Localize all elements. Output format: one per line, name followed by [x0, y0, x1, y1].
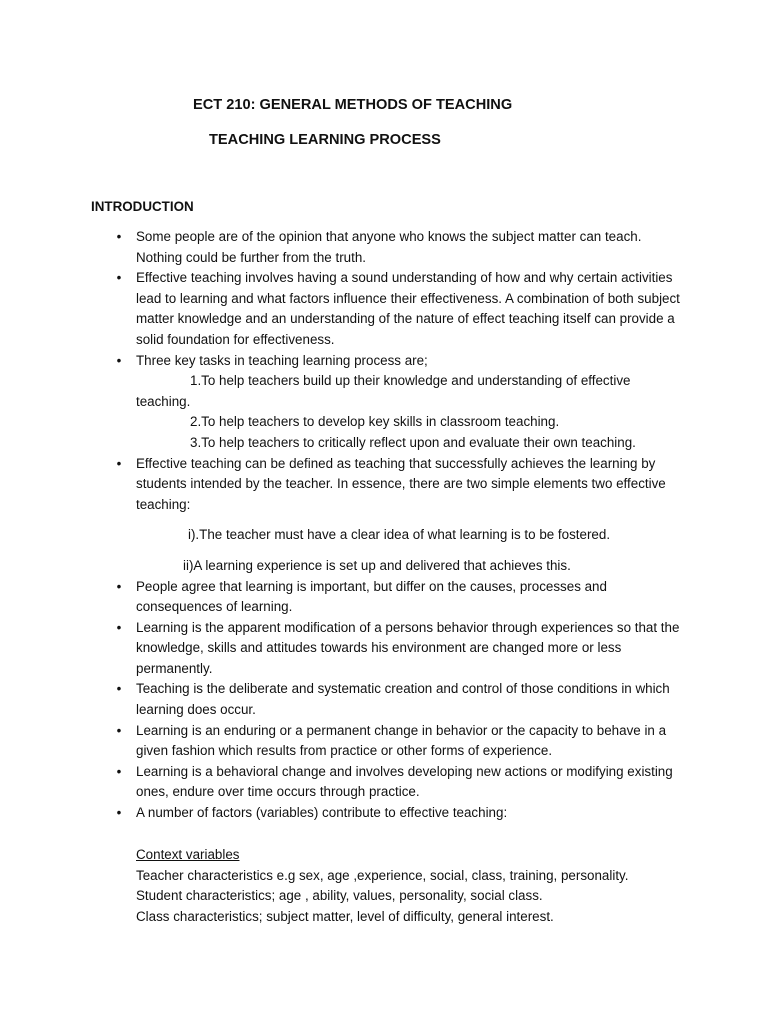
- bullet-text: Teaching is the deliberate and systematic creation and control of those conditions in which learning does occur.: [136, 681, 670, 718]
- bullet-text: Learning is a behavioral change and involves developing new actions or modifying existing ones, endure over time occurs through practice.: [136, 763, 673, 800]
- bullet-text: Learning is an enduring or a permanent change in behavior or the capacity to behave in a given fashion which results from practice or other forms of experience.: [136, 722, 667, 759]
- context-variables-block: [136, 845, 696, 927]
- list-item: [0, 227, 768, 268]
- list-item: [0, 803, 768, 824]
- bullet-icon: •: [116, 763, 122, 779]
- bullet-icon: •: [116, 229, 122, 244]
- bullet-text: Learning is the apparent modification of a persons behavior through experiences so that the knowledge, skills and attitudes towards his environment are changed more or less permanently.: [136, 619, 680, 676]
- element-item: i).The teacher must have a clear idea of what learning is to be fostered.: [188, 527, 611, 543]
- document-title: ECT 210: GENERAL METHODS OF TEACHING: [193, 97, 513, 113]
- list-item: [0, 454, 768, 577]
- list-item: [0, 268, 768, 350]
- context-line: Class characteristics; subject matter, level of difficulty, general interest.: [136, 908, 554, 924]
- bullet-icon: •: [116, 352, 122, 368]
- list-item: [0, 679, 768, 720]
- document-subtitle: TEACHING LEARNING PROCESS: [209, 132, 441, 148]
- context-heading: Context variables: [136, 847, 240, 862]
- bullet-text: A number of factors (variables) contribute to effective teaching:: [136, 805, 508, 821]
- bullet-text: Effective teaching involves having a sound understanding of how and why certain activities lead to learning and what factors influence their effectiveness. A combination of both subject matter knowledge and an understanding of the nature of effect teaching itself can provide a solid foundation for effectiveness.: [136, 270, 680, 347]
- bullet-icon: •: [116, 270, 122, 286]
- element-item: ii)A learning experience is set up and delivered that achieves this.: [183, 557, 571, 573]
- bullet-icon: •: [116, 722, 122, 738]
- context-line: Teacher characteristics e.g sex, age ,experience, social, class, training, personality.: [136, 867, 629, 883]
- list-item: [0, 577, 768, 618]
- bullet-icon: •: [116, 619, 122, 635]
- bullet-icon: •: [116, 455, 122, 471]
- list-item: [0, 721, 768, 762]
- context-line: Student characteristics; age , ability, values, personality, social class.: [136, 888, 543, 904]
- task-item: 3.To help teachers to critically reflect upon and evaluate their own teaching.: [190, 434, 636, 450]
- task-item: 2.To help teachers to develop key skills in classroom teaching.: [190, 414, 560, 430]
- list-item: [0, 351, 768, 454]
- bullet-icon: •: [116, 681, 122, 697]
- section-heading: INTRODUCTION: [91, 199, 194, 214]
- list-item: [0, 762, 768, 803]
- bullet-text: Three key tasks in teaching learning process are;: [136, 352, 428, 368]
- task-item: 1.To help teachers build up their knowledge and understanding of effective teaching.: [136, 373, 631, 409]
- list-item: [0, 618, 768, 680]
- bullet-text: Effective teaching can be defined as teaching that successfully achieves the learning by students intended by the teacher. In essence, there are two simple elements two effective teaching:: [136, 455, 666, 512]
- bullet-text: People agree that learning is important, but differ on the causes, processes and consequences of learning.: [136, 578, 607, 615]
- bullet-list: [0, 227, 768, 824]
- task-list: [136, 371, 688, 412]
- bullet-text: Some people are of the opinion that anyone who knows the subject matter can teach. Nothing could be further from the truth.: [136, 229, 642, 265]
- bullet-icon: •: [116, 578, 122, 594]
- bullet-icon: •: [116, 805, 122, 821]
